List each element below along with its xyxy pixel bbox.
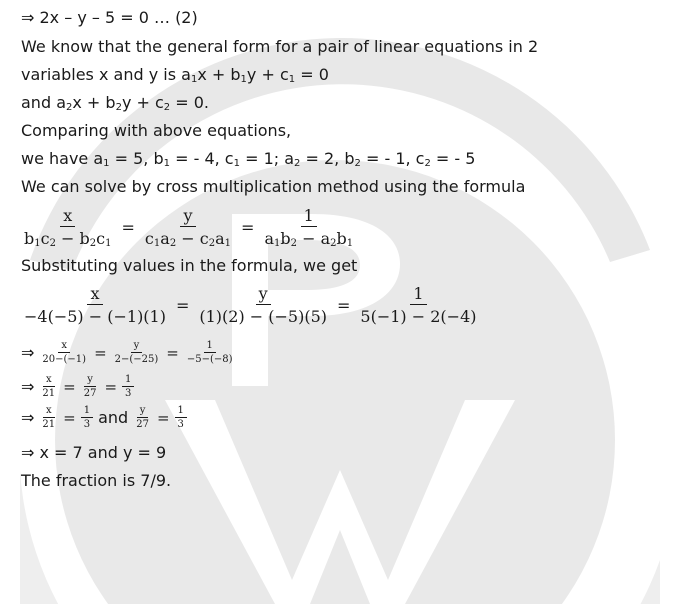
step-simplify-1 bbox=[21, 340, 236, 365]
fraction-one: $\frac{1}{5(-1) - 2(-4)}$ bbox=[360, 284, 477, 326]
equals-sign: = bbox=[241, 217, 255, 237]
equals-sign: = bbox=[94, 343, 107, 362]
equals-sign: = bbox=[156, 408, 170, 427]
fraction-one-third: $\frac{1}{3}$ bbox=[81, 405, 93, 430]
text-line-fraction: The fraction is 7/9. bbox=[21, 471, 172, 490]
text-line-equation-2: ⇒ 2x – y – 5 = 0 … (2) bbox=[21, 8, 198, 27]
fraction-x: $\frac{x}{21}$ bbox=[42, 374, 56, 399]
fraction-one: $\frac{1}{3}$ bbox=[122, 374, 134, 399]
fraction-x: $\frac{x}{21}$ bbox=[42, 405, 56, 430]
implies-arrow: ⇒ bbox=[21, 377, 35, 396]
fraction-y: $\frac{y}{27}$ bbox=[83, 374, 97, 399]
equals-sign: = bbox=[63, 408, 76, 427]
text-line-cross-multiplication: We can solve by cross multiplication method using the formula bbox=[21, 177, 526, 196]
equals-sign: = bbox=[104, 377, 118, 396]
fraction-one: $\frac{1}{a_1b_2 - a_2b_1}$ bbox=[264, 206, 354, 249]
equals-sign: = bbox=[63, 377, 76, 396]
fraction-one-third: $\frac{1}{3}$ bbox=[175, 405, 187, 430]
text-line-substituting: Substituting values in the formula, we get bbox=[21, 256, 358, 275]
cross-multiplication-formula bbox=[21, 206, 356, 248]
fraction-y: $\frac{y}{27}$ bbox=[136, 405, 149, 430]
equals-sign: = bbox=[166, 343, 179, 362]
implies-arrow: ⇒ bbox=[21, 408, 35, 427]
substituted-formula bbox=[21, 284, 480, 326]
equals-sign: = bbox=[337, 295, 351, 315]
text-line-result: ⇒ x = 7 and y = 9 bbox=[21, 443, 167, 462]
text-line-variables: variables x and y is $a_1x + b_1y + c_1 = 0$ bbox=[21, 65, 329, 85]
text-line-general-form: We know that the general form for a pair of linear equations in 2 bbox=[21, 37, 539, 56]
text-line-comparing: Comparing with above equations, bbox=[21, 121, 292, 140]
fraction-x: $\frac{x}{20-(-1)}$ bbox=[42, 340, 87, 365]
fraction-y: $\frac{y}{2-(-25)}$ bbox=[114, 340, 159, 365]
equals-sign: = bbox=[121, 217, 135, 237]
implies-arrow: ⇒ bbox=[21, 343, 35, 362]
step-split-equations bbox=[21, 405, 187, 430]
and-word: and bbox=[98, 408, 129, 427]
text-line-second-form: and $a_2x + b_2y + c_2 = 0$. bbox=[21, 93, 210, 113]
fraction-one: $\frac{1}{-5-(-8)}$ bbox=[186, 340, 233, 365]
fraction-x: $\frac{x}{-4(-5) - (-1)(1)}$ bbox=[24, 284, 166, 326]
step-simplify-2 bbox=[21, 374, 134, 399]
fraction-y: $\frac{y}{c_1a_2 - c_2a_1}$ bbox=[144, 206, 232, 249]
fraction-x: $\frac{x}{b_1c_2 - b_2c_1}$ bbox=[24, 206, 112, 249]
equals-sign: = bbox=[175, 295, 190, 315]
text-line-coefficients: we have $a_1 = 5$, $b_1$ = - 4, $c_1 = 1$; $a_2 = 2$, $b_2$ = - 1, $c_2$ = - 5 bbox=[21, 149, 476, 169]
fraction-y: $\frac{y}{(1)(2) - (-5)(5)}$ bbox=[199, 284, 328, 326]
